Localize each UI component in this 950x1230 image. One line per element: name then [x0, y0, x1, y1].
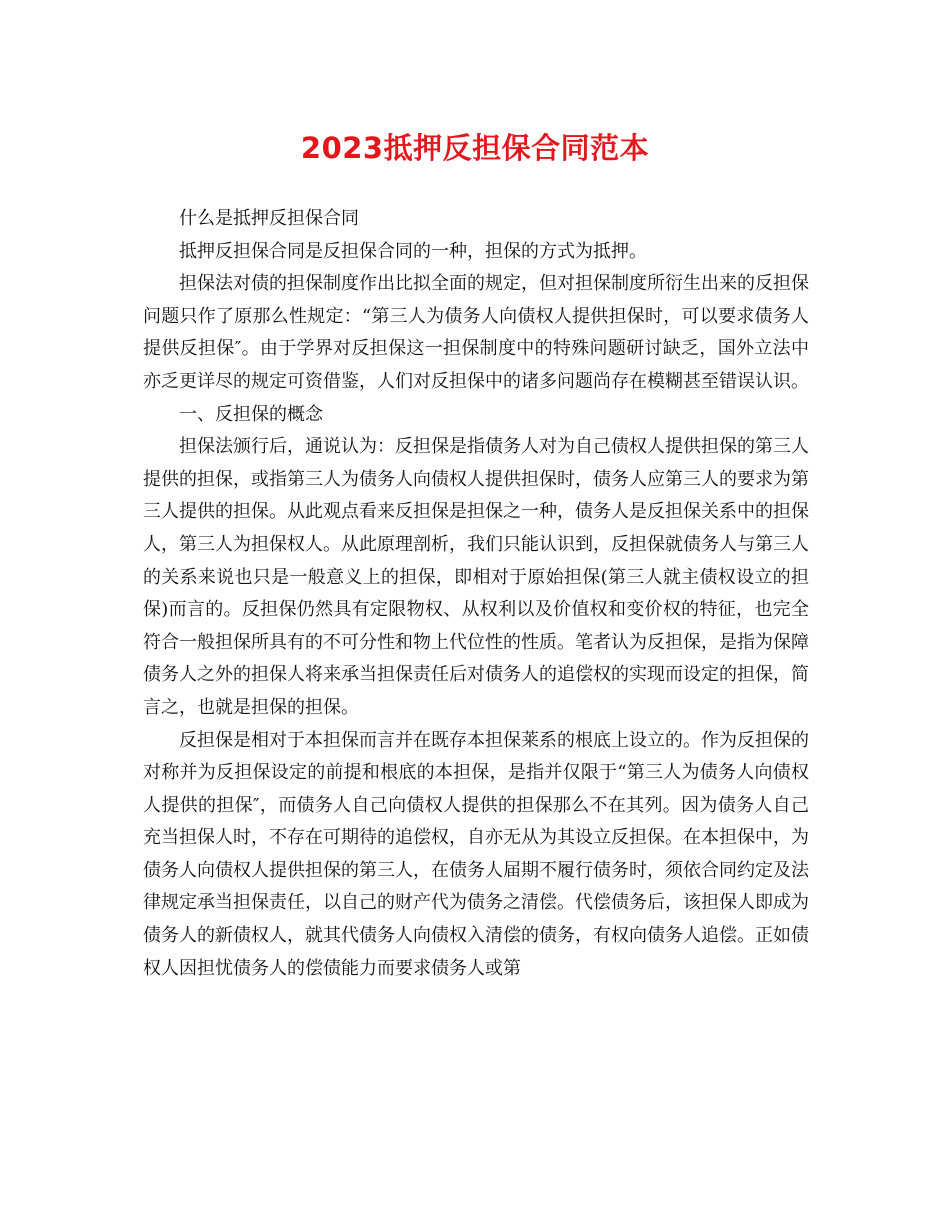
document-body [143, 203, 809, 985]
section-heading-what-is: 什么是抵押反担保合同 [179, 208, 359, 229]
paragraph-definition: 抵押反担保合同是反担保合同的一种，担保的方式为抵押。 [179, 240, 647, 262]
paragraph-relation: 反担保是相对于本担保而言并在既存本担保莱系的根底上设立的。作为反担保的对称并为反担保设定的前提和根底的本担保，是指并仅限于“第三人为债务人向债权人提供的担保″，而债务人自己向债权人提供的担保那么不在其列。因为债务人自己充当担保人时，不存在可期待的追偿权，自亦无从为其设立反担保。在本担保中，为债务人向债权人提供担保的第三人，在债务人届期不履行债务时，须依合同约定及法律规定承当担保责任，以自己的财产代为债务之清偿。代偿债务后，该担保人即成为债务人的新债权人，就其代债务人向债权入清偿的债务，有权向债务人追偿。正如债权人因担忧债务人的偿债能力而要求债务人或第 [143, 729, 809, 979]
paragraph-concept: 担保法颁行后，通说认为：反担保是指债务人对为自己债权人提供担保的第三人提供的担保，或指第三人为债务人向债权人提供担保时，债务人应第三人的要求为第三人提供的担保。从此观点看来反担保是担保之一种，债务人是反担保关系中的担保人，第三人为担保权人。从此原理剖析，我们只能认识到，反担保就债务人与第三人的关系来说也只是一般意义上的担保，即相对于原始担保(第三人就主债权设立的担保)而言的。反担保仍然具有定限物权、从权利以及价值权和变价权的特征，也完全符合一般担保所具有的不可分性和物上代位性的性质。笔者认为反担保，是指为保障债务人之外的担保人将来承当担保责任后对债务人的追偿权的实现而设定的担保，简言之，也就是担保的担保。 [143, 436, 809, 718]
section-heading-concept: 一、反担保的概念 [179, 403, 323, 425]
document-title: 2023抵押反担保合同范本 [300, 131, 650, 165]
paragraph-background: 担保法对债的担保制度作出比拟全面的规定，但对担保制度所衍生出来的反担保问题只作了原那么性规定：“第三人为债务人向债权人提供担保时，可以要求债务人提供反担保″。由于学界对反担保这一担保制度中的特殊问题研讨缺乏，国外立法中亦乏更详尽的规定可资借鉴，人们对反担保中的诸多问题尚存在模糊甚至错误认识。 [143, 273, 809, 392]
